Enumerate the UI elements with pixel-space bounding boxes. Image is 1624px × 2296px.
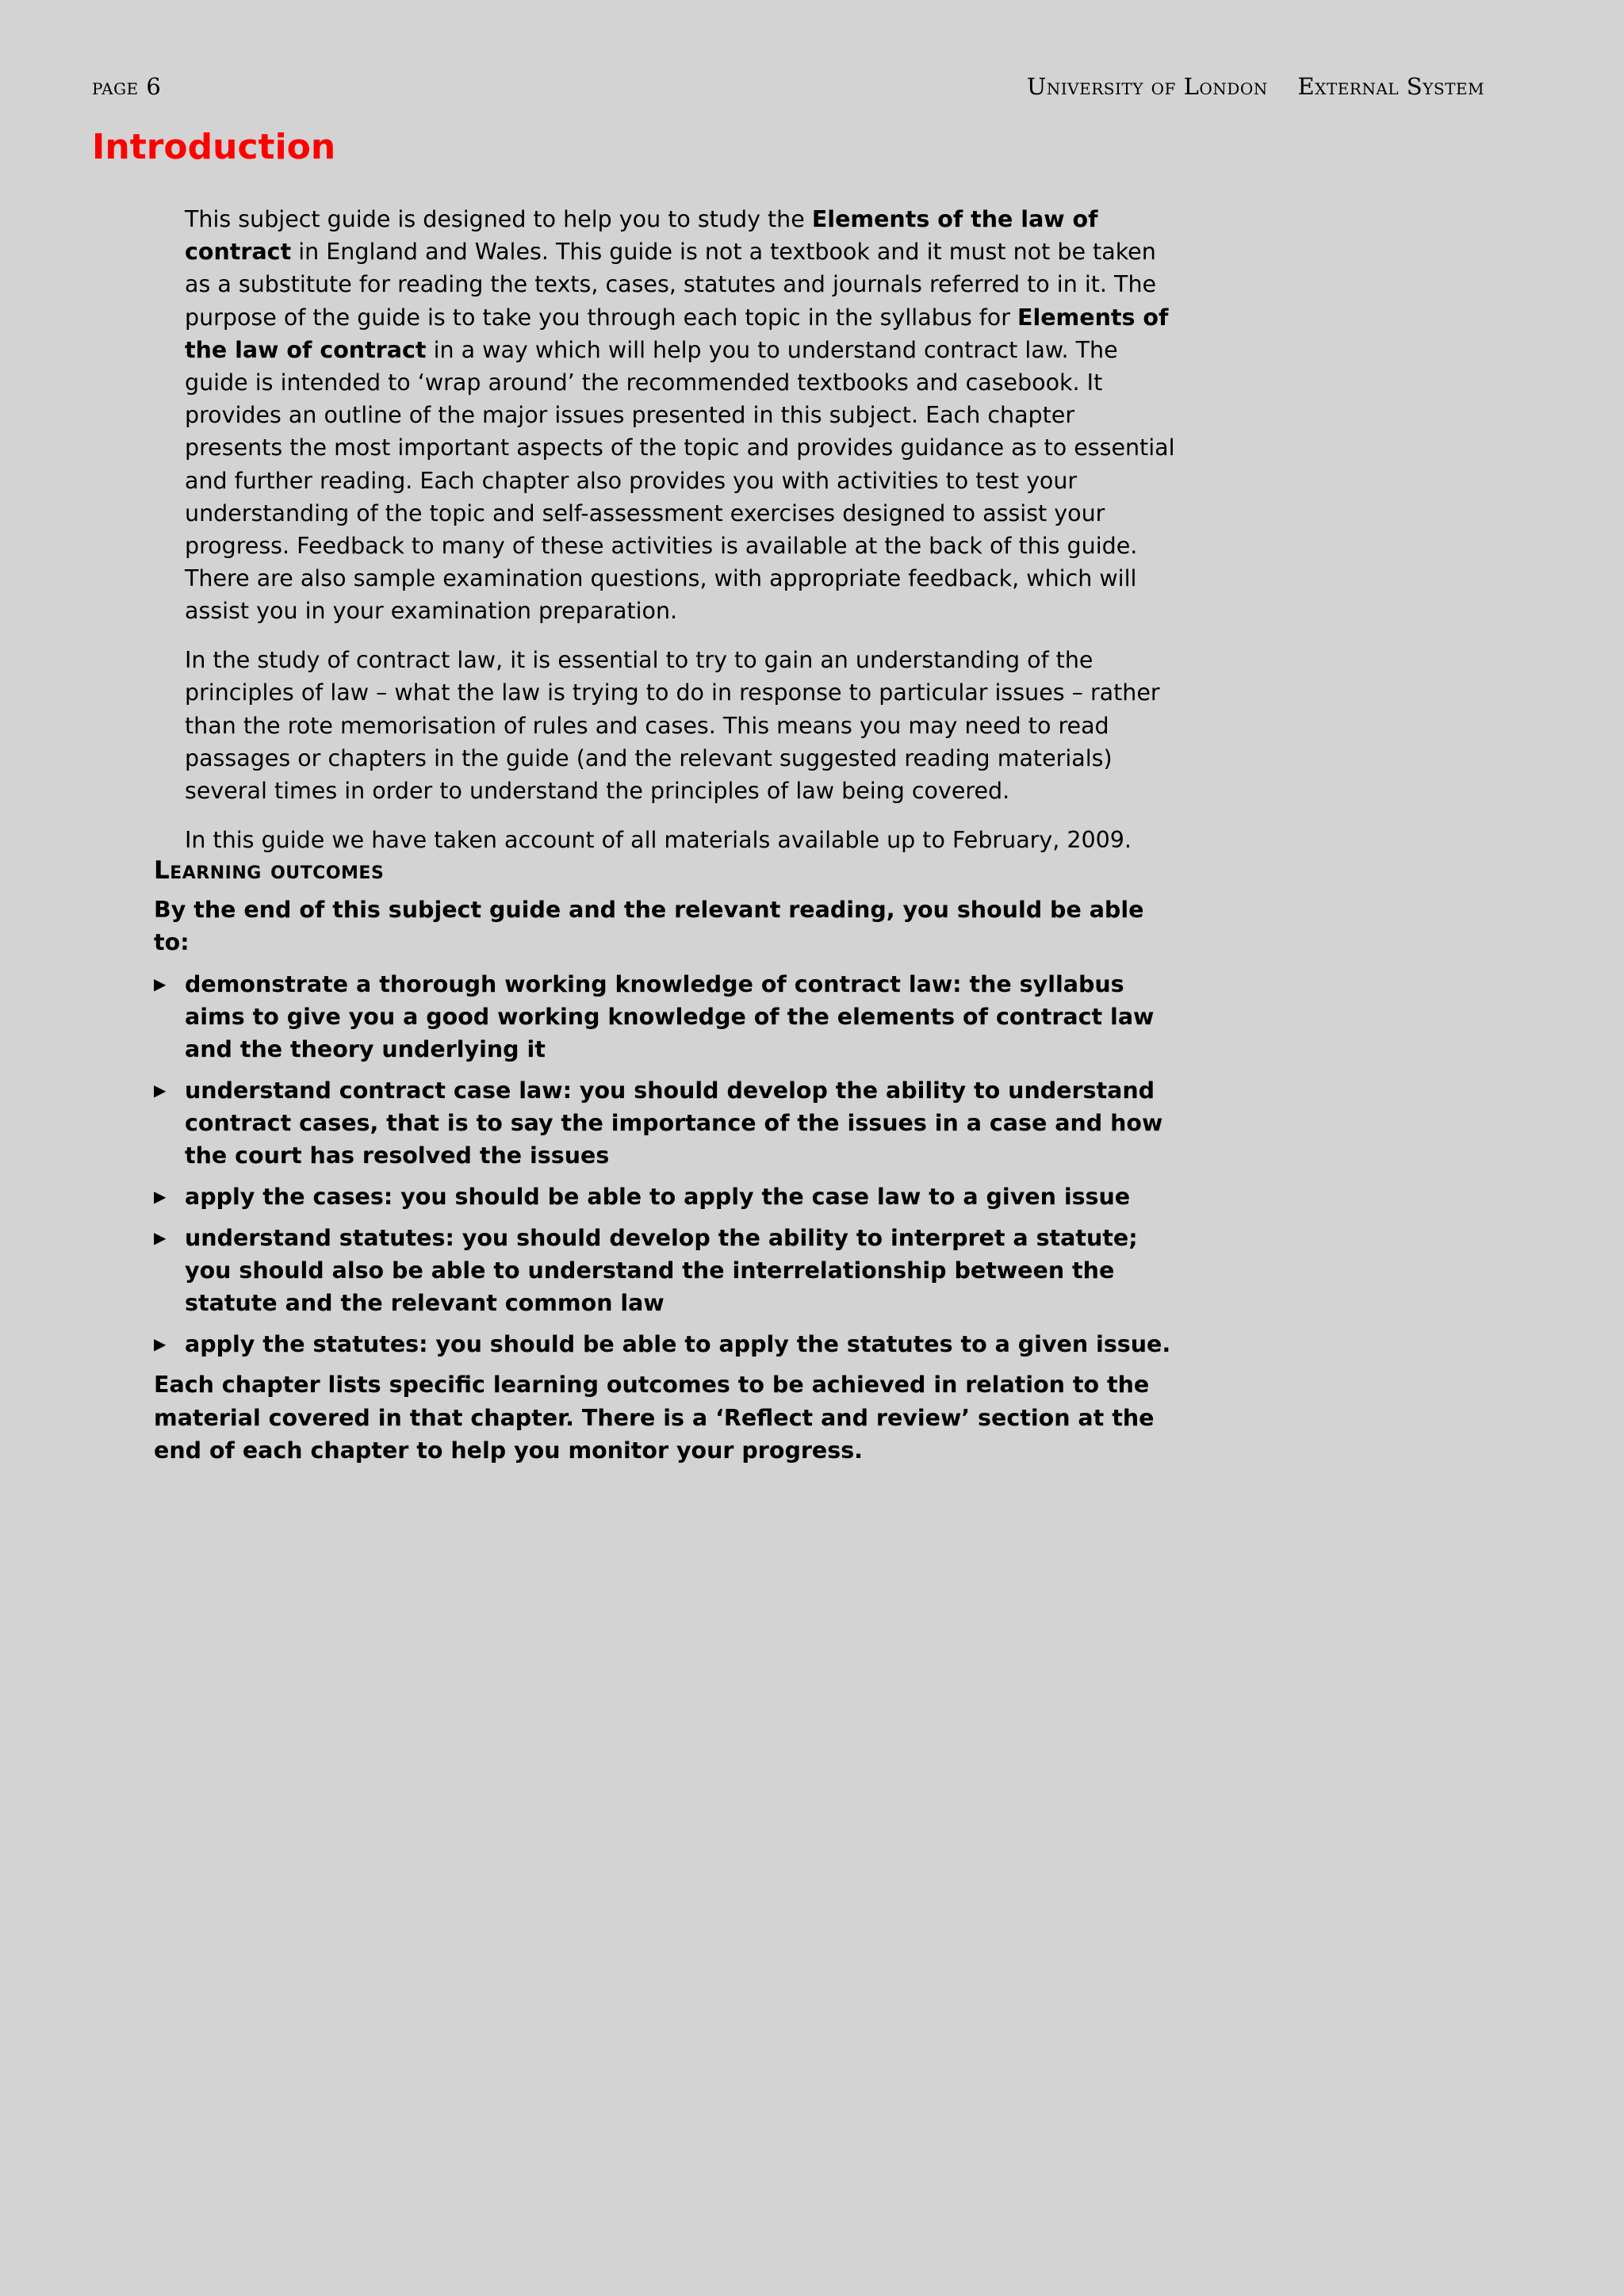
bullet-triangle-icon: ▶ bbox=[154, 1334, 167, 1353]
intro-p1-text-c: in England and Wales. This guide is not a textbook and it must not be taken as a substitute for reading the texts, cases, statutes and journals referred to in it. The purpose of the guide is to take you through each topic in the syllabus for bbox=[185, 239, 1157, 331]
intro-paragraph-2: In the study of contract law, it is essential to try to gain an understanding of the principles of law – what the law is trying to do in response to particular issues – rather than the rote memorisation of rules and cases. This means you may need to read passages or chapters in the guide (and the relevant suggested reading materials) several times in order to understand the principles of law being covered. bbox=[185, 647, 1160, 804]
list-item-text: understand contract case law: you should develop the ability to understand contract cases, that is to say the importance of the issues in a case and how the court has resolved the issues bbox=[185, 1077, 1163, 1169]
introduction-body bbox=[185, 203, 1176, 872]
course-title-bold-1: Elements of the law of contract bbox=[185, 206, 1098, 266]
list-item bbox=[154, 1222, 1185, 1320]
learning-outcomes-section bbox=[154, 855, 1185, 1467]
list-item-text: understand statutes: you should develop the ability to interpret a statute; you should also be able to understand the interrelationship between the statute and the relevant common law bbox=[185, 1224, 1138, 1316]
learning-outcomes-lead: By the end of this subject guide and the relevant reading, you should be able to: bbox=[154, 897, 1144, 956]
page-header bbox=[92, 73, 1484, 108]
page-number: page 6 bbox=[92, 73, 162, 100]
list-item-text: apply the cases: you should be able to apply the case law to a given issue bbox=[185, 1183, 1131, 1210]
bullet-triangle-icon: ▶ bbox=[154, 1227, 167, 1247]
list-item bbox=[154, 1074, 1185, 1173]
institution-name: University of London bbox=[1026, 73, 1268, 100]
list-item-text: apply the statutes: you should be able to apply the statutes to a given issue. bbox=[185, 1330, 1171, 1357]
list-item-text: demonstrate a thorough working knowledge of contract law: the syllabus aims to give you a good working knowledge of the elements of contract law and the theory underlying it bbox=[185, 970, 1155, 1063]
list-item bbox=[154, 968, 1185, 1066]
course-title-bold-2: Elements of the law of contract bbox=[185, 304, 1169, 363]
bullet-triangle-icon: ▶ bbox=[154, 974, 167, 993]
list-item bbox=[154, 1328, 1185, 1360]
learning-outcomes-heading: Learning outcomes bbox=[154, 856, 385, 885]
running-header bbox=[1027, 73, 1484, 100]
learning-outcomes-closing: Each chapter lists specific learning outcomes to be achieved in relation to the material covered in that chapter. There is a ‘Reflect and review’ section at the end of each chapter to help you monitor your progress. bbox=[154, 1372, 1155, 1464]
intro-paragraph-1 bbox=[185, 203, 1176, 628]
system-name: External System bbox=[1297, 73, 1484, 100]
list-item bbox=[154, 1181, 1185, 1213]
intro-p1-text-e: in a way which will help you to understand contract law. The guide is intended to ‘wrap around’ the recommended textbooks and casebook. It provides an outline of the major issues presented in this subject. Each chapter presents the most important aspects of the topic and provides guidance as to essential and further reading. Each chapter also provides you with activities to test your understanding of the topic and self-assessment exercises designed to assist your progress. Feedback to many of these activities is available at the back of this guide. There are also sample examination questions, with appropriate feedback, which will assist you in your examination preparation. bbox=[185, 336, 1175, 625]
introduction-heading: Introduction bbox=[92, 127, 336, 167]
bullet-triangle-icon: ▶ bbox=[154, 1186, 167, 1206]
bullet-triangle-icon: ▶ bbox=[154, 1080, 167, 1100]
learning-outcomes-list bbox=[154, 968, 1185, 1360]
intro-p1-text-a: This subject guide is designed to help you to study the bbox=[185, 206, 812, 232]
intro-paragraph-3: In this guide we have taken account of all materials available up to February, 2009. bbox=[185, 826, 1132, 853]
